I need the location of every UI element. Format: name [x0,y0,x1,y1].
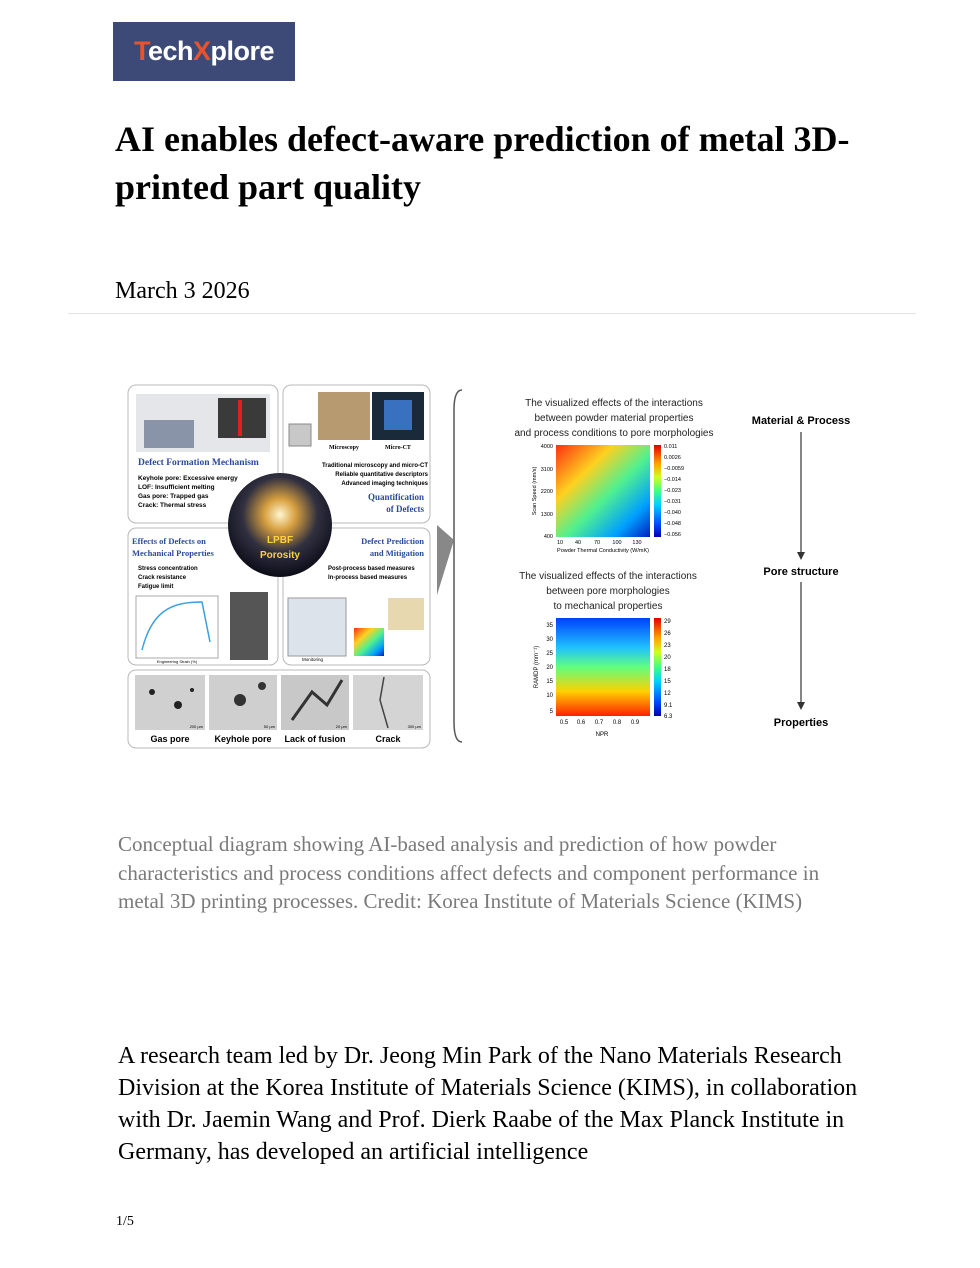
article-figure [122,380,867,752]
crack-image [353,675,423,730]
formation-item-2: LOF: Insufficient melting [138,484,215,491]
flow-arrowhead-1 [797,552,805,560]
h1-cb-5: −0.031 [664,499,681,505]
heatmap1-plot [556,445,650,537]
heatmap2-colorbar-labels [664,619,673,720]
formation-item-1: Keyhole pore: Excessive energy [138,475,238,482]
quant-item-3: Advanced imaging techniques [341,481,428,487]
h2-cb-6: 12 [664,691,671,697]
heatmap1-colorbar-labels [664,444,684,538]
h2-cb-3: 20 [664,655,671,661]
h2-ytick-0: 35 [546,623,553,629]
quant-title-2: of Defects [386,504,424,514]
label-microscopy: Microscopy [329,445,359,451]
article-date: March 3 2026 [115,278,250,304]
h1-cb-2: −0.0059 [664,466,685,472]
h1-cb-4: −0.023 [664,488,681,494]
flow-arrow [437,525,454,595]
h2-ytick-4: 15 [546,679,553,685]
tensile-machine [230,592,268,660]
quant-title-1: Quantification [367,492,424,502]
prediction-heatmap [354,628,384,656]
flow-pore-structure: Pore structure [763,566,839,578]
heatmap2-title [519,571,697,612]
heatmap2-ylabel: RAMDP (mm⁻¹) [534,645,540,689]
h2-cb-8: 6.3 [664,714,673,720]
gas-pore-image [135,675,205,730]
pore-map-image [388,598,424,630]
h1-xtick-2: 70 [593,540,601,546]
pore-type-gas: Gas pore [150,734,190,744]
h1-ytick-3: 1300 [540,512,553,518]
effects-item-2: Crack resistance [138,575,187,581]
article-body: A research team led by Dr. Jeong Min Park of the Nano Materials Research Division at the Korea Institute of Materials Science (KIMS), in collaboration with Dr. Jaemin Wang and Prof. Dierk Raabe of the Max Planck Institute in Germany, has developed an artificial intelligence [118,1043,858,1165]
h1-xtick-3: 100 [612,540,622,546]
heatmap2-xticks [560,720,640,726]
heatmap1-yticks [541,444,553,540]
effects-item-3: Fatigue limit [138,584,174,590]
prediction-item-1: Post-process based measures [328,566,415,572]
effects-item-1: Stress concentration [138,566,198,572]
h2-ytick-6: 5 [549,709,553,715]
formation-item-4: Crack: Thermal stress [138,502,207,509]
page-number: 1/5 [116,1214,134,1229]
h1-cb-0: 0.011 [664,444,678,450]
h2-xtick-3: 0.8 [612,720,622,726]
lpbf-porosity-orb [228,473,332,577]
heatmap2-title-1: The visualized effects of the interactions [519,571,697,582]
scale-bar-3: 20 μm [335,724,347,729]
h1-xtick-1: 40 [574,540,582,546]
panel-formation-title: Defect Formation Mechanism [138,458,259,468]
monitoring-image [288,598,346,656]
monitoring-label: Monitoring [302,657,324,662]
heatmap1-title-1: The visualized effects of the interactions [525,398,703,409]
h2-xtick-4: 0.9 [630,720,640,726]
h1-xtick-0: 10 [556,540,564,546]
prediction-title-1: Defect Prediction [361,536,424,546]
pore-type-crack: Crack [375,734,401,744]
effects-title-2: Mechanical Properties [132,548,214,558]
heatmap2-xlabel: NPR [595,732,609,738]
effects-xlabel: Engineering Strain (%) [156,659,198,664]
h2-cb-7: 9.1 [664,703,673,709]
h2-cb-1: 26 [664,631,671,637]
divider [68,313,916,314]
h1-ytick-2: 2200 [540,489,553,495]
logo-t: T [133,36,148,66]
label-micro-ct: Micro-CT [385,445,411,451]
heatmap2-title-3: to mechanical properties [553,601,663,612]
effects-title-1: Effects of Defects on [132,536,206,546]
h1-ytick-1: 3100 [540,467,553,473]
h2-xtick-0: 0.5 [559,720,569,726]
heatmap1-xlabel: Powder Thermal Conductivity (W/mK) [557,548,649,554]
article-title: AI enables defect-aware prediction of metal 3D-printed part quality [115,119,850,207]
logo-ech: ech [147,36,193,66]
heatmap2-title-2: between pore morphologies [546,586,670,597]
heatmap1-title-3: and process conditions to pore morphologies [514,428,714,439]
flow-properties: Properties [773,717,829,729]
h1-cb-8: −0.056 [664,532,681,538]
prediction-title-2: and Mitigation [369,548,424,558]
heatmap1-colorbar [654,445,661,537]
scale-bar-4: 300 μm [407,724,421,729]
logo-plore: plore [210,36,275,66]
h2-cb-4: 18 [664,667,671,673]
scale-bar-2: 50 μm [263,724,275,729]
orb-label-2: Porosity [259,550,301,561]
heatmap1-xticks [557,540,642,546]
heatmap1-ylabel: Scan Speed (mm/s) [532,466,538,516]
orb-label-1: LPBF [266,535,294,546]
h2-ytick-5: 10 [546,693,553,699]
h1-ytick-4: 400 [543,534,553,540]
pore-type-lof: Lack of fusion [284,734,346,744]
bracket [454,390,462,742]
quant-item-2: Reliable quantitative descriptors [335,472,428,478]
h2-ytick-1: 30 [546,637,553,643]
h2-ytick-2: 25 [546,651,553,657]
figure-caption: Conceptual diagram showing AI-based analysis and prediction of how powder characteristics and process conditions affect defects and component performance in metal 3D printing processes. Credit: Korea Institute of Materials Science (KIMS) [118,832,820,913]
heatmap2-colorbar [654,618,661,716]
h2-xtick-2: 0.7 [594,720,604,726]
heatmap1-title-2: between powder material properties [534,413,694,424]
flow-material-process: Material & Process [751,415,851,427]
logo-x: X [193,36,211,66]
h2-ytick-3: 20 [546,665,553,671]
h2-cb-0: 29 [664,619,671,625]
heatmap1-title [514,398,713,439]
techxplore-logo[interactable] [113,22,295,81]
h1-cb-1: 0.0026 [664,455,681,461]
heatmap2-yticks [546,623,553,715]
h2-xtick-1: 0.6 [576,720,586,726]
h2-cb-2: 23 [664,643,671,649]
h1-cb-7: −0.048 [664,521,681,527]
h1-ytick-0: 4000 [540,444,553,450]
scale-bar-1: 200 μm [189,724,203,729]
microscopy-image [318,392,370,440]
h1-xtick-4: 130 [632,540,642,546]
h2-cb-5: 15 [664,679,671,685]
formation-item-3: Gas pore: Trapped gas [138,493,209,500]
pore-type-keyhole: Keyhole pore [214,734,272,744]
h1-cb-3: −0.014 [664,477,681,483]
h1-cb-6: −0.040 [664,510,681,516]
prediction-item-2: In-process based measures [328,575,408,581]
heatmap2-plot [556,618,650,716]
quant-item-1: Traditional microscopy and micro-CT [321,463,428,469]
flow-arrowhead-2 [797,702,805,710]
